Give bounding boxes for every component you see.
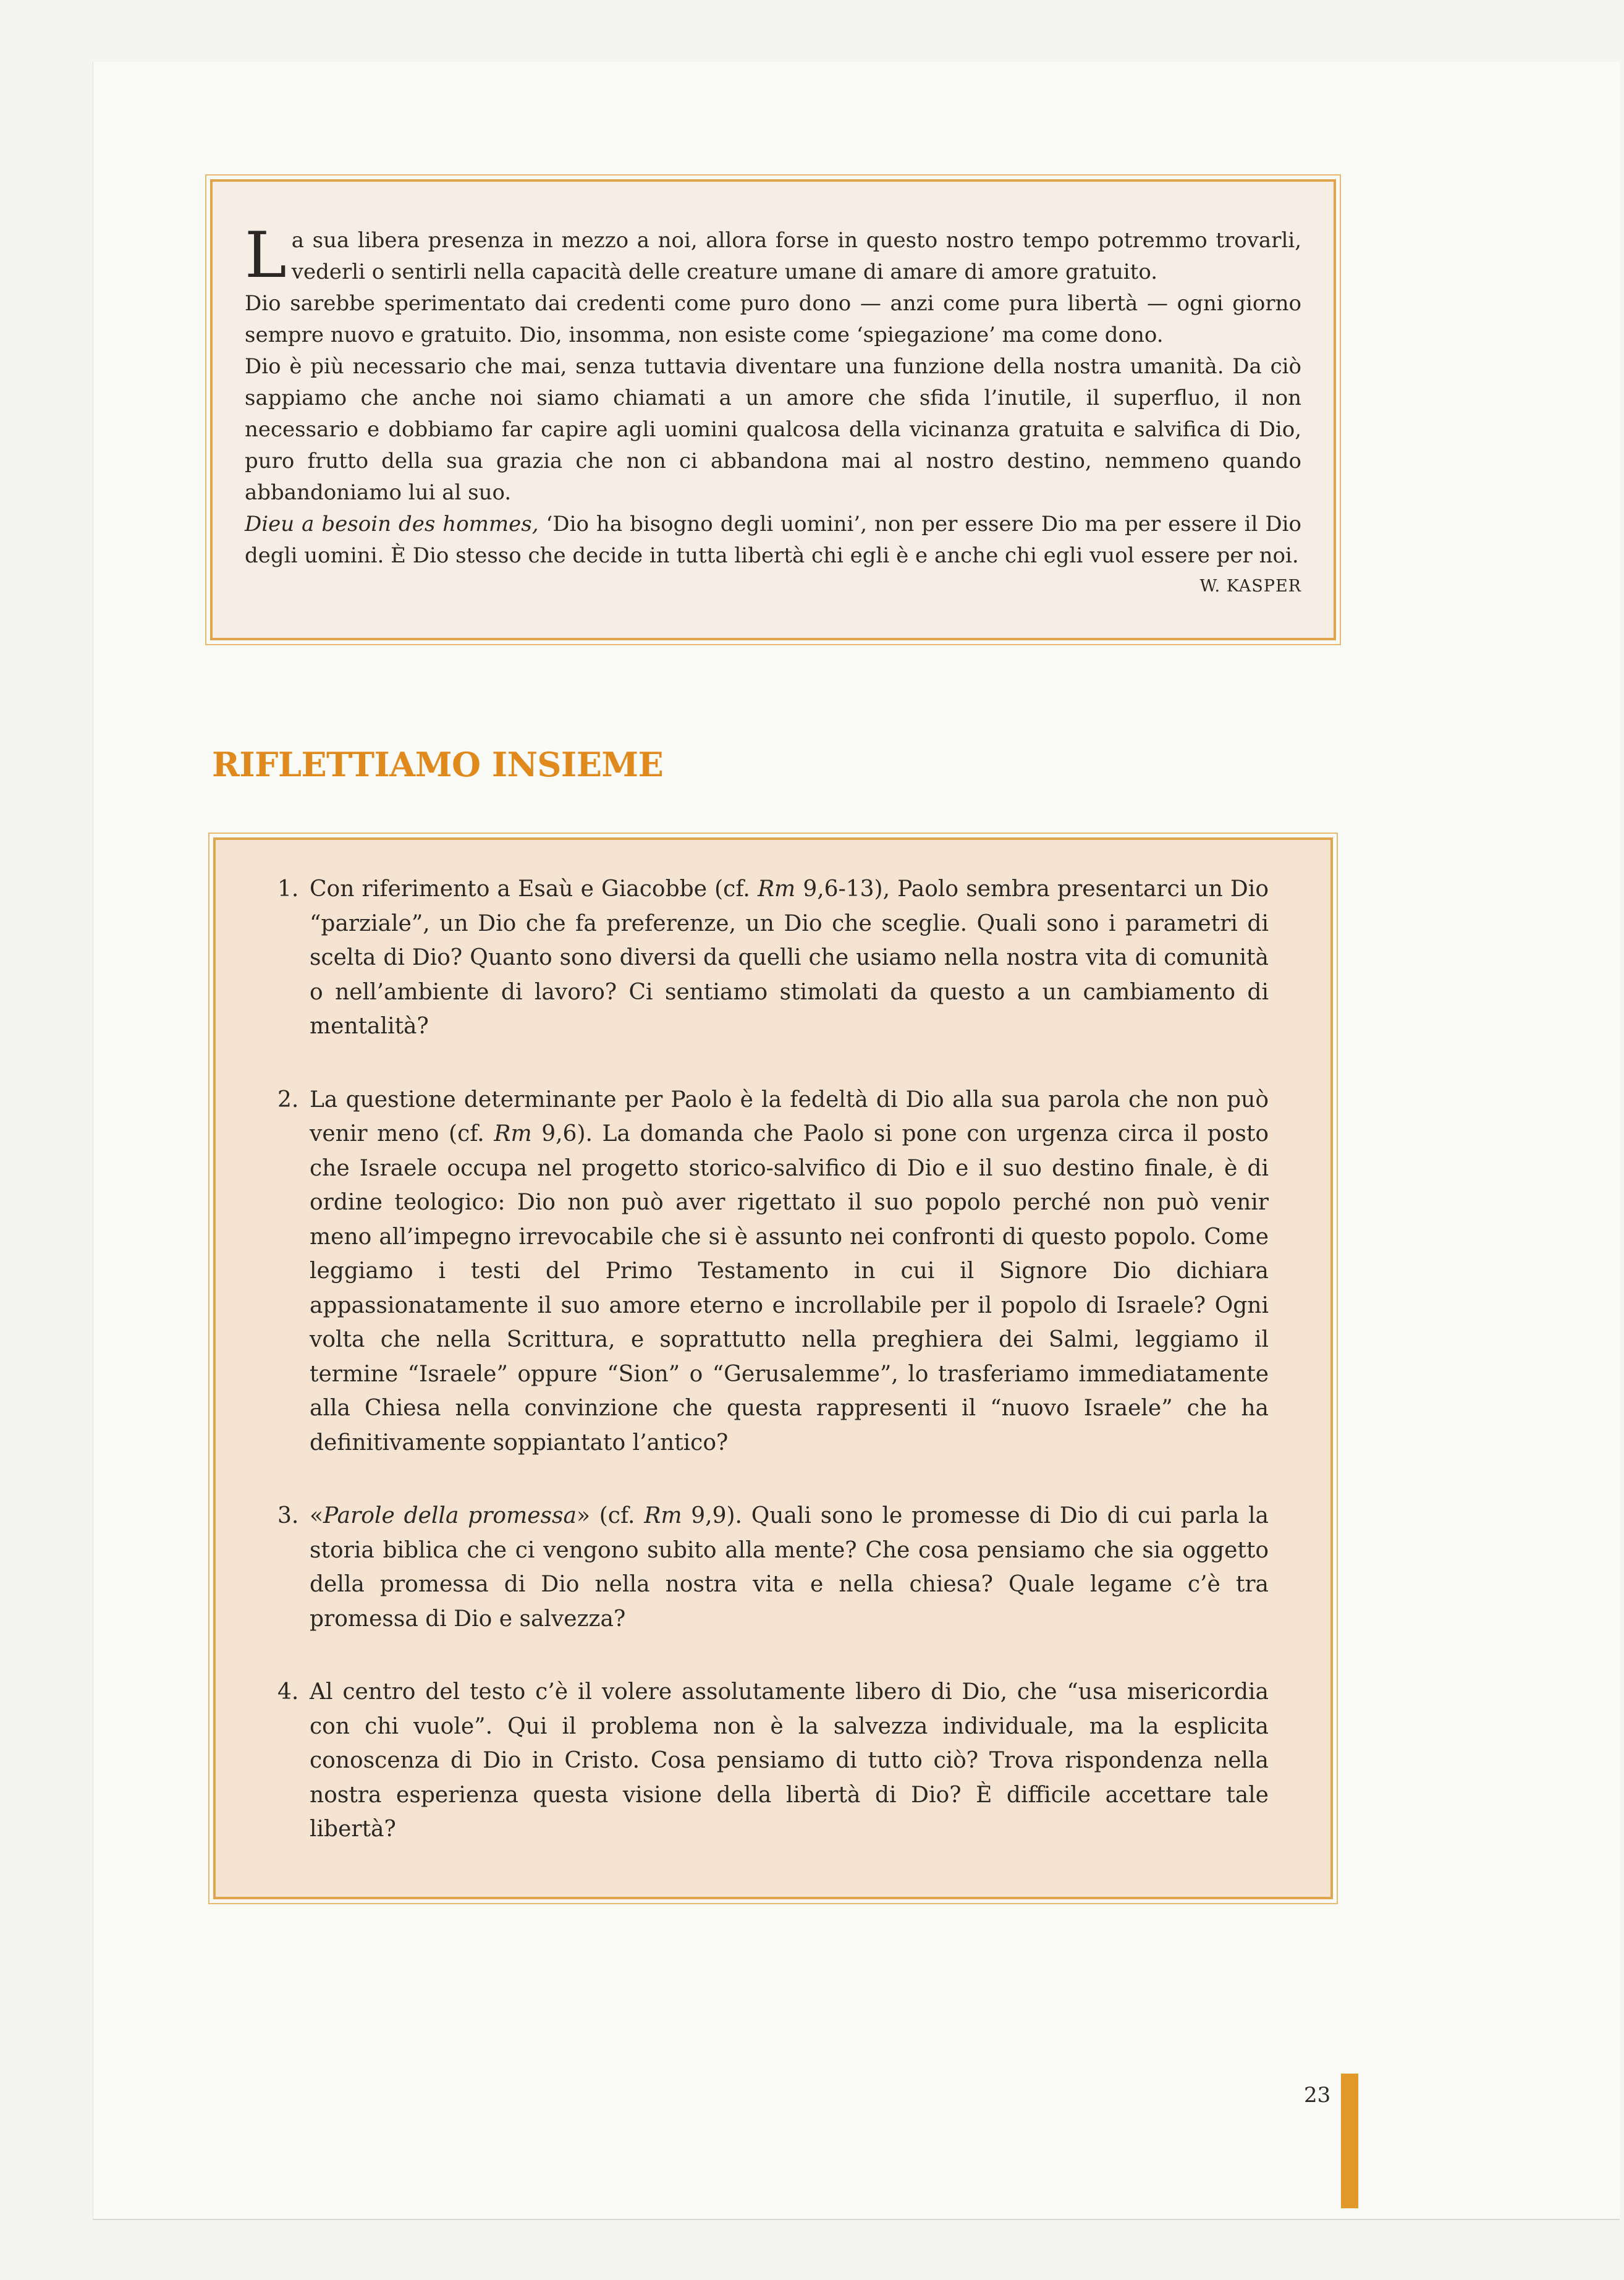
quote-paragraph-1: a sua libera presenza in mezzo a noi, allora forse in questo nostro tempo potremmo trovarli, vederli o sentirli nella capacità delle creature umane di amare di amore gratuito. — [291, 228, 1301, 284]
question-text-part: 9,9). Quali sono le promesse di Dio di cui parla la storia biblica che ci vengono subito alla mente? Che cosa pensiamo che sia oggetto della promessa di Dio nella nostra vita e nella chiesa? Quale legame c’è tra promessa di Dio e salvezza? — [310, 1503, 1269, 1632]
question-text-part: Al centro del testo c’è il volere assolutamente libero di Dio, che “usa misericordia con chi vuole”. Qui il problema non è la salvezza individuale, ma la esplicita conoscenza di Dio in Cristo. Cosa pensiamo di tutto ciò? Trova rispondenza nella nostra esperienza questa visione della libertà di Dio? È difficile accettare tale libertà? — [310, 1679, 1269, 1842]
question-number: 3. — [277, 1503, 299, 1528]
question-text-part: » (cf. — [576, 1503, 645, 1528]
question-number: 1. — [277, 876, 299, 902]
section-heading: RIFLETTIAMO INSIEME — [212, 745, 664, 784]
question-text — [310, 1675, 1269, 1847]
quote-french-phrase: Dieu a besoin des hommes, — [245, 512, 539, 536]
question-text-part: 9,6-13), Paolo sembra presentarci un Dio “parziale”, un Dio che fa preferenze, un Dio che sceglie. Quali sono i parametri di scelta di Dio? Quanto sono diversi da quelli che usiamo nella nostra vita di comunità o nell’ambiente di lavoro? Ci sentiamo stimolati da questo a un cambiamento di mentalità? — [310, 876, 1269, 1039]
page-edge-tab — [1341, 2074, 1358, 2208]
question-number: 2. — [277, 1087, 299, 1112]
reflection-questions-box — [213, 837, 1333, 1899]
quote-author: W. KASPER — [1199, 577, 1301, 596]
question-text-part: 9,6). La domanda che Paolo si pone con urgenza circa il posto che Israele occupa nel progetto storico-salvifico di Dio e il suo destino finale, è di ordine teologico: Dio non può aver rigettato il suo popolo perché non può venir meno all’impegno irrevocabile che si è assunto nei confronti di questo popolo. Come leggiamo i testi del Primo Testamento in cui il Signore Dio dichiara appassionatamente il suo amore eterno e incrollabile per il popolo di Israele? Ogni volta che nella Scrittura, e soprattutto nella preghiera dei Salmi, leggiamo il termine “Israele” oppure “Sion” o “Gerusalemme”, lo trasferiamo immediatamente alla Chiesa nella convinzione che questa rappresenti il “nuovo Israele” che ha definitivamente soppiantato l’antico? — [310, 1121, 1269, 1456]
question-item-1 — [277, 872, 1269, 1044]
bible-reference: Rm — [757, 876, 796, 902]
question-text-part: « — [310, 1503, 324, 1528]
question-item-3 — [277, 1499, 1269, 1636]
question-item-2 — [277, 1083, 1269, 1460]
question-item-4 — [277, 1675, 1269, 1847]
quote-dropcap: L — [245, 219, 287, 292]
question-text-part: Con riferimento a Esaù e Giacobbe (cf. — [310, 876, 758, 902]
question-italic-title: Parole della promessa — [323, 1503, 577, 1528]
quote-body — [245, 219, 1301, 572]
question-text — [310, 872, 1269, 1044]
question-number: 4. — [277, 1679, 299, 1705]
bible-reference: Rm — [494, 1121, 532, 1146]
quote-paragraph-4: ‘Dio ha bisogno degli uomini’, non per essere Dio ma per essere il Dio degli uomini. È Dio stesso che decide in tutta libertà chi egli è e anche chi egli vuol essere per noi. — [245, 512, 1301, 568]
question-text — [310, 1499, 1269, 1636]
question-text — [310, 1083, 1269, 1460]
page-number: 23 — [1304, 2083, 1331, 2108]
quote-paragraph-2: Dio sarebbe sperimentato dai credenti come puro dono — anzi come pura libertà — ogni giorno sempre nuovo e gratuito. Dio, insomma, non esiste come ‘spiegazione’ ma come dono. — [245, 291, 1301, 347]
question-text-part: La questione determinante per Paolo è la fedeltà di Dio alla sua parola che non può venir meno (cf. — [310, 1087, 1269, 1146]
kasper-quote-box — [210, 179, 1336, 640]
quote-paragraph-3: Dio è più necessario che mai, senza tuttavia diventare una funzione della nostra umanità. Da ciò sappiamo che anche noi siamo chiamati a un amore che sfida l’inutile, il superfluo, il non necessario e dobbiamo far capire agli uomini qualcosa della vicinanza gratuita e salvifica di Dio, puro frutto della sua grazia che non ci abbandona mai al nostro destino, nemmeno quando abbandoniamo lui al suo. — [245, 354, 1301, 505]
bible-reference: Rm — [644, 1503, 682, 1528]
